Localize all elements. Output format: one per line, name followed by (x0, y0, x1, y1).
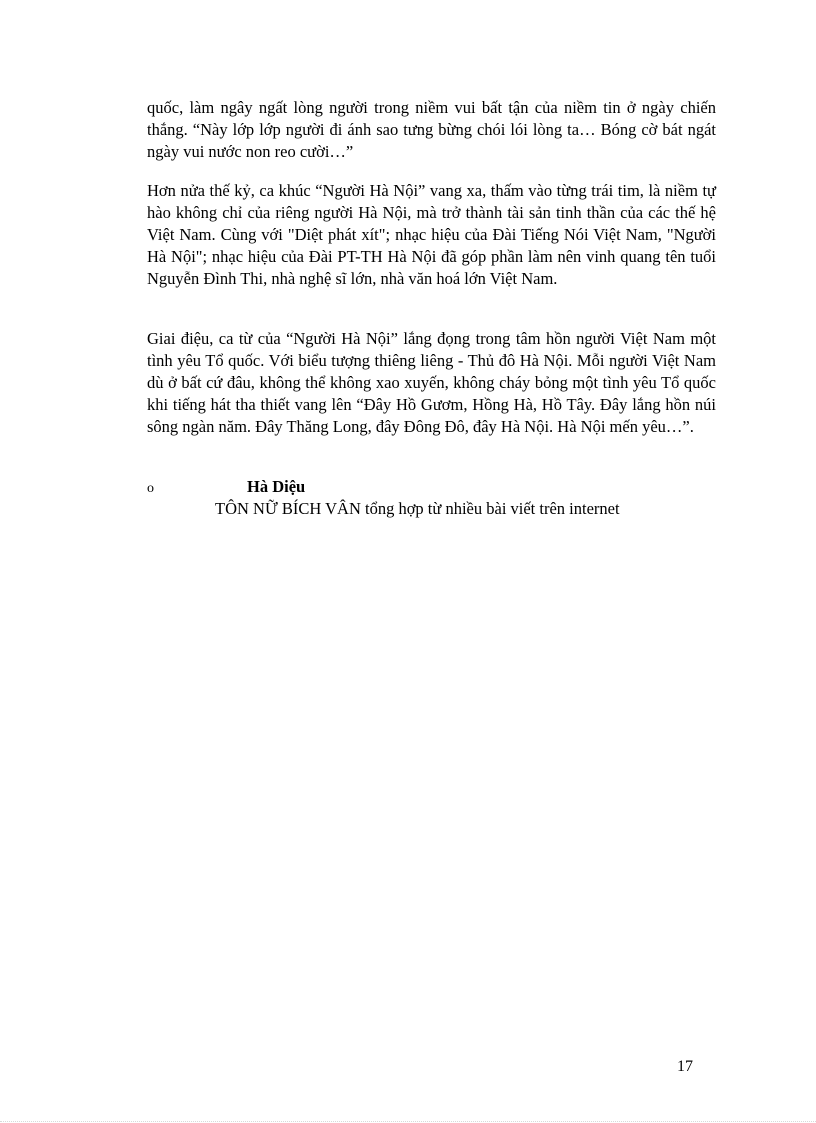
author-name: Hà Diệu (247, 477, 306, 496)
page-bottom-edge (0, 1121, 816, 1122)
bullet-circle-icon: o (147, 481, 154, 496)
paragraph-2: Hơn nửa thế kỷ, ca khúc “Người Hà Nội” vang xa, thấm vào từng trái tim, là niềm tự hào không chỉ của riêng người Hà Nội, mà trở thành tài sản tinh thần của các thế hệ Việt Nam. Cùng với "Diệt phát xít"; nhạc hiệu của Đài Tiếng Nói Việt Nam, "Người Hà Nội"; nhạc hiệu của Đài PT-TH Hà Nội đã góp phần làm nên vinh quang tên tuổi Nguyễn Đình Thi, nhà nghệ sĩ lớn, nhà văn hoá lớn Việt Nam. (147, 181, 716, 288)
page-number: 17 (677, 1058, 693, 1075)
paragraph-3: Giai điệu, ca từ của “Người Hà Nội” lắng đọng trong tâm hồn người Việt Nam một tình yêu Tổ quốc. Với biểu tượng thiêng liêng - Thủ đô Hà Nội. Mỗi người Việt Nam dù ở bất cứ đâu, không thể không xao xuyến, không cháy bỏng một tình yêu Tổ quốc khi tiếng hát tha thiết vang lên “Đây Hồ Gươm, Hồng Hà, Hồ Tây. Đây lắng hồn núi sông ngàn năm. Đây Thăng Long, đây Đông Đô, đây Hà Nội. Hà Nội mến yêu…”. (147, 329, 716, 436)
compiler-note: TÔN NỮ BÍCH VÂN tổng hợp từ nhiều bài viết trên internet (215, 499, 620, 518)
paragraph-1: quốc, làm ngây ngất lòng người trong niềm vui bất tận của niềm tin ở ngày chiến thắng. “Này lớp lớp người đi ánh sao tưng bừng chói lói lòng ta… Bóng cờ bát ngát ngày vui nước non reo cười…” (147, 98, 716, 161)
